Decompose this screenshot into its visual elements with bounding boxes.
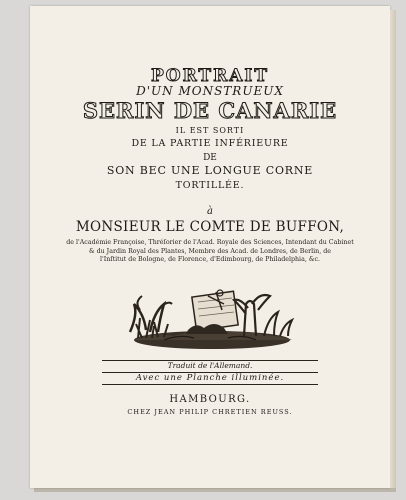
credentials-line-2: & du Jardin Royal des Plantes, Membre des Acad. de Londres, de Berlin, de (88, 247, 331, 255)
line-il-est-sorti: IL EST SORTI (175, 126, 245, 135)
line-partie-inferieure: DE LA PARTIE INFÉRIEURE (131, 138, 289, 149)
line-son-bec: SON BEC UNE LONGUE CORNE (106, 164, 314, 177)
rule-bottom (102, 384, 318, 385)
landscape-vignette-icon (124, 274, 300, 352)
imprint-place: HAMBOURG. (169, 394, 251, 405)
dedicatee-name: MONSIEUR LE COMTE DE BUFFON, (75, 219, 345, 235)
title-portrait: PORTRAIT (151, 66, 269, 86)
line-de: DE (203, 153, 217, 163)
line-a: à (207, 206, 213, 217)
credentials-line-1: de l'Académie Françoise, Thréſorier de l'Acad. Royale des Sciences, Intendant du Cabinet (66, 239, 354, 246)
title-page (30, 6, 390, 488)
line-tortillee: TORTILLÉE. (175, 180, 245, 191)
credentials-line-3: l'Inſtitut de Bologne, de Florence, d'Edimbourg, de Philadelphia, &c. (100, 256, 320, 263)
title-serin-de-canarie: SERIN DE CANARIE (82, 98, 338, 123)
title-dun-monstrueux: D'UN MONSTRUEUX (136, 84, 284, 98)
line-planche-illuminee: Avec une Planche illuminée. (135, 373, 285, 383)
page-edge (390, 10, 396, 488)
imprint-printer: CHEZ JEAN PHILIP CHRETIEN REUSS. (127, 408, 293, 416)
line-traduit: Traduit de l'Allemand. (167, 361, 253, 370)
